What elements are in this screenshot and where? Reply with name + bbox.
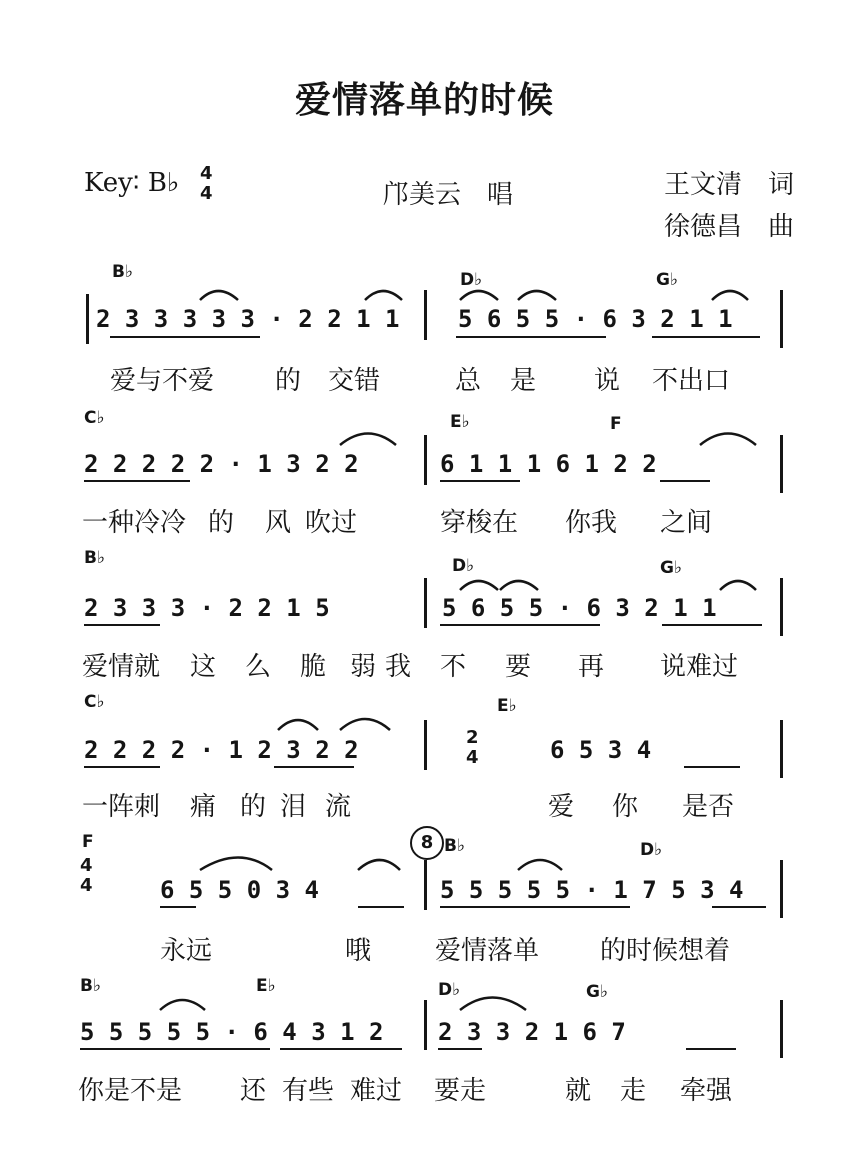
segno-sign: 8	[410, 826, 444, 860]
slur	[460, 291, 498, 300]
lyric: 吹过	[305, 508, 358, 538]
lyric: 的	[208, 508, 235, 538]
lyric: 脆	[300, 652, 327, 682]
notation-measure: 5 5 5 5 5 · 1 7 5 3 4	[440, 876, 744, 904]
lyric: 你我	[565, 508, 618, 538]
lyric: 是否	[682, 792, 735, 822]
lyric: 走	[620, 1076, 647, 1106]
lyric: 一种冷冷	[82, 508, 187, 538]
notation-measure: 2 2 2 2 · 1 2 3 2 2	[84, 736, 359, 764]
lyric: 我	[385, 652, 412, 682]
lyric: 痛	[190, 792, 217, 822]
lyric: 总	[455, 366, 482, 396]
beam	[686, 1048, 736, 1050]
slur	[720, 581, 756, 590]
lyric: 难过	[350, 1076, 403, 1106]
ts-bottom: 4	[200, 183, 213, 204]
barline	[780, 578, 783, 636]
lyric: 穿梭在	[440, 508, 519, 538]
slur	[700, 434, 756, 446]
barline	[780, 1000, 783, 1058]
beam	[652, 336, 760, 338]
slur	[200, 291, 238, 300]
beam	[456, 336, 606, 338]
lyric: 你	[612, 792, 639, 822]
lyric: 再	[578, 652, 605, 682]
barline	[780, 435, 783, 493]
notation-measure: 2 3 3 3 · 2 2 1 5	[84, 594, 330, 622]
slur	[340, 434, 396, 446]
lyric: 永远	[160, 936, 213, 966]
barline	[780, 290, 783, 348]
beam	[440, 480, 520, 482]
chord-label: F	[610, 414, 622, 434]
lyricist-credit: 王文清 词	[664, 170, 795, 200]
lyric: 要	[505, 652, 532, 682]
lyric: 不出口	[652, 366, 731, 396]
lyric: 哦	[345, 936, 372, 966]
notation-measure: 2 3 3 2 1 6 7	[438, 1018, 626, 1046]
beam	[358, 906, 404, 908]
lyric: 一阵刺	[82, 792, 161, 822]
beam	[440, 906, 630, 908]
ts-top: 4	[200, 163, 213, 184]
notation-measure: 6 5 3 4	[550, 736, 652, 764]
lyric: 是	[510, 366, 537, 396]
slur	[160, 1000, 205, 1010]
chord-label: B♭	[444, 836, 465, 856]
repeat-barline	[86, 294, 89, 344]
chord-label: D♭	[640, 840, 663, 860]
song-title: 爱情落单的时候	[294, 80, 554, 121]
slur	[712, 291, 748, 300]
notation-measure: 5 6 5 5 · 6 3 2 1 1	[458, 305, 733, 333]
chord-label: E♭	[256, 976, 276, 996]
lyric: 之间	[660, 508, 713, 538]
lyric: 就	[565, 1076, 592, 1106]
lyric: 说	[594, 366, 621, 396]
ts-top: 4	[80, 855, 93, 876]
ts-bottom: 4	[466, 747, 479, 768]
ts-top: 2	[466, 727, 479, 748]
key-signature: Key∶ B♭	[84, 168, 180, 198]
chord-label: B♭	[84, 548, 105, 568]
beam	[684, 766, 740, 768]
chord-label: D♭	[438, 980, 461, 1000]
chord-label: G♭	[586, 982, 608, 1002]
chord-label: C♭	[84, 692, 105, 712]
lyric: 么	[245, 652, 272, 682]
barline	[424, 578, 427, 628]
lyric: 泪	[280, 792, 307, 822]
composer-credit: 徐德昌 曲	[664, 212, 795, 242]
slur	[200, 858, 272, 871]
lyric: 弱	[350, 652, 377, 682]
notation-measure: 6 1 1 1 6 1 2 2	[440, 450, 657, 478]
slur	[340, 719, 390, 730]
slur	[460, 998, 526, 1011]
lyric: 还	[240, 1076, 267, 1106]
lyric: 的时候想着	[600, 936, 731, 966]
time-signature-change	[80, 856, 93, 896]
time-signature	[200, 164, 213, 204]
chord-label: E♭	[450, 412, 470, 432]
beam	[440, 624, 600, 626]
lyric: 爱情就	[82, 652, 161, 682]
notation-measure: 5 6 5 5 · 6 3 2 1 1	[442, 594, 717, 622]
notation-measure: 2 3 3 3 3 3 · 2 2 1 1	[96, 305, 400, 333]
slur	[518, 860, 562, 870]
slur	[460, 581, 498, 590]
lyric: 爱与不爱	[110, 366, 215, 396]
beam	[160, 906, 196, 908]
barline	[424, 1000, 427, 1050]
lyric: 有些	[282, 1076, 335, 1106]
beam	[80, 1048, 270, 1050]
beam	[280, 1048, 402, 1050]
beam	[110, 336, 260, 338]
slur	[358, 860, 400, 870]
chord-label: G♭	[660, 558, 682, 578]
beam	[712, 906, 766, 908]
lyric: 的	[275, 366, 302, 396]
barline	[780, 720, 783, 778]
chord-label: E♭	[497, 696, 517, 716]
notation-measure: 5 5 5 5 5 · 6 4 3 1 2	[80, 1018, 384, 1046]
barline	[424, 720, 427, 770]
barline	[424, 435, 427, 485]
lyric: 爱	[548, 792, 575, 822]
slur	[518, 291, 556, 300]
lyric: 说难过	[660, 652, 739, 682]
slur	[500, 581, 538, 590]
notation-measure: 2 2 2 2 2 · 1 3 2 2	[84, 450, 359, 478]
barline	[424, 290, 427, 340]
time-signature-change	[466, 728, 479, 768]
chord-label: C♭	[84, 408, 105, 428]
barline	[424, 860, 427, 910]
lyric: 流	[325, 792, 352, 822]
beam	[84, 480, 190, 482]
lyric: 风	[265, 508, 292, 538]
chord-label: F	[82, 832, 94, 852]
lyric: 交错	[328, 366, 381, 396]
lyric: 爱情落单	[435, 936, 540, 966]
lyric: 牵强	[680, 1076, 733, 1106]
chord-label: B♭	[80, 976, 101, 996]
beam	[438, 1048, 482, 1050]
beam	[662, 624, 762, 626]
beam	[84, 766, 160, 768]
chord-label: D♭	[460, 270, 483, 290]
notation-measure: 6 5 5 0 3 4	[160, 876, 319, 904]
lyric: 要走	[434, 1076, 487, 1106]
ts-bottom: 4	[80, 875, 93, 896]
lyric: 的	[240, 792, 267, 822]
singer-credit: 邝美云 唱	[383, 180, 514, 210]
lyric: 这	[190, 652, 217, 682]
beam	[84, 624, 160, 626]
barline	[780, 860, 783, 918]
chord-label: G♭	[656, 270, 678, 290]
beam	[660, 480, 710, 482]
slur	[365, 291, 402, 300]
slur	[278, 720, 318, 730]
chord-label: B♭	[112, 262, 133, 282]
chord-label: D♭	[452, 556, 475, 576]
lyric: 你是不是	[78, 1076, 183, 1106]
lyric: 不	[440, 652, 467, 682]
beam	[274, 766, 354, 768]
